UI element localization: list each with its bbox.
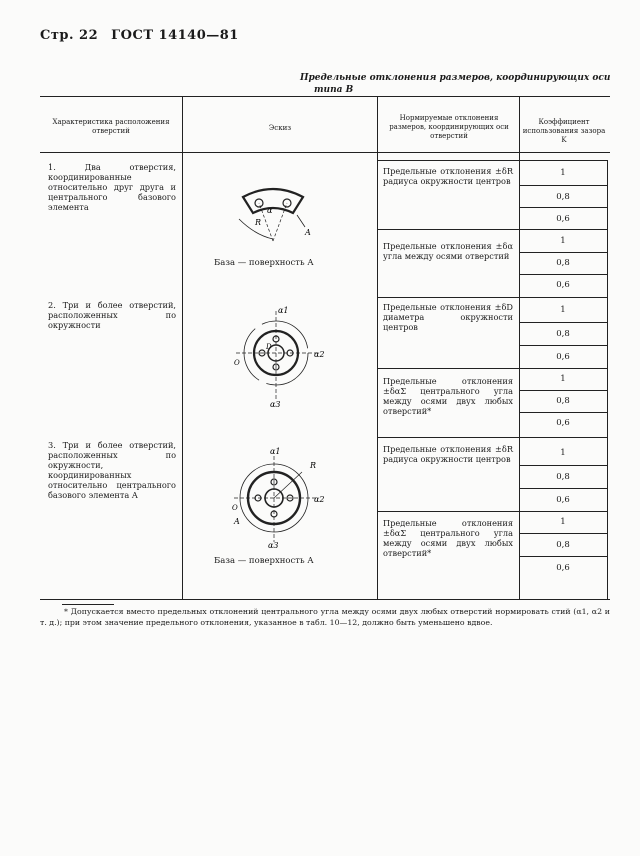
row3-description: 3. Три и более отверстий, расположенных по окружности, координированных относительно центрального базового элемента A [48,440,176,500]
sec-rule [377,368,607,369]
table-top-rule [40,96,610,97]
label-alpha1: α1 [278,306,289,315]
k-rule [519,390,607,391]
k-rule [519,274,607,275]
header-col2: Эскиз [268,124,292,132]
k-value: 0,6 [556,280,570,290]
leader-A [297,215,305,227]
page-number: Стр. 22 [40,28,99,43]
header-col1: Характеристика расположения отверстий [52,118,170,135]
k-rule [519,556,607,557]
k-value: 0,8 [556,329,570,339]
sec-rule [377,511,607,512]
row2-norm1: Предельные отклонения ±δD диаметра окружности центров [383,302,513,332]
label-A: A [305,228,311,237]
k-value: 0,6 [556,418,570,428]
k-value: 0,8 [556,192,570,202]
row1-caption: База — поверхность A [214,258,314,268]
footnote-rule [62,604,114,605]
k-value: 0,8 [556,472,570,482]
table-header-rule [40,152,610,153]
k-rule [519,533,607,534]
label-alpha2: α2 [314,495,325,504]
row1-description: 1. Два отверстия, координированные относительно друг друга и центрального базового элемента [48,162,176,212]
flange-sector [243,189,303,213]
sec-rule [377,160,607,161]
standard-code: ГОСТ 14140—81 [111,28,239,43]
k-value: 0,6 [556,563,570,573]
row3-caption: База — поверхность A [214,556,314,566]
row1-norm1: Предельные отклонения ±δR радиуса окружности центров [383,166,513,186]
label-O: O [234,359,240,367]
k-value: 0,8 [556,258,570,268]
k-value: 1 [560,517,566,527]
page-header [40,28,247,43]
k-rule [519,345,607,346]
k-value: 1 [560,305,566,315]
header-col3: Нормируемые отклонения размеров, координирующих оси отверстий [389,114,509,140]
k-value: 0,6 [556,214,570,224]
k-value: 0,8 [556,396,570,406]
row2-description: 2. Три и более отверстий, расположенных по окружности [48,300,176,330]
k-rule [519,252,607,253]
k-rule [519,488,607,489]
k-rule [519,465,607,466]
label-alpha2: α2 [314,350,325,359]
sec-rule [377,229,607,230]
k-value: 1 [560,448,566,458]
k-value: 0,6 [556,495,570,505]
label-D: D [266,343,272,351]
col-divider-2 [377,96,378,599]
k-value: 1 [560,168,566,178]
label-alpha1: α1 [270,447,281,456]
label-R: R [310,461,317,470]
k-rule [519,412,607,413]
k-value: 1 [560,374,566,384]
sketch-two-holes [225,175,335,255]
header-col4: Коэффициент использования зазора K [522,118,606,144]
label-alpha3: α3 [270,400,281,409]
label-alpha: α [267,206,273,215]
row3-norm2: Предельные отклонения ±δαΣ центрального угла между осями двух любых отверстий* [383,518,513,558]
label-alpha3: α3 [268,541,279,550]
col-divider-3 [519,96,520,599]
label-A: A [234,517,240,526]
k-rule [519,185,607,186]
sec-rule [377,437,607,438]
table-title-line2: типа В [314,85,354,95]
row1-norm2: Предельные отклонения ±δα угла между осями отверстий [383,241,513,261]
k-value: 0,6 [556,352,570,362]
sketch-circle-holes-base [226,444,336,554]
row2-norm2: Предельные отклонения ±δαΣ центрального угла между осями двух любых отверстий* [383,376,513,416]
label-R: R [255,218,262,227]
k-rule [519,207,607,208]
row3-norm1: Предельные отклонения ±δR радиуса окружности центров [383,444,513,464]
table-title [300,72,611,96]
footnote: * Допускается вместо предельных отклонений центрального угла между осями двух любых отверстий нормировать стий (α1, α2 и т. д.); при этом значение предельного отклонения, указанное в табл. 10—12, должно быть уменьшено вдвое. [40,607,610,627]
sketch-circle-holes [228,303,338,413]
k-right-border [607,160,608,599]
k-value: 1 [560,236,566,246]
table-bottom-rule [40,599,610,600]
table-title-line1: Предельные отклонения размеров, координирующих оси [300,73,611,83]
col-divider-1 [182,96,183,599]
k-rule [519,322,607,323]
sec-rule [377,297,607,298]
k-value: 0,8 [556,540,570,550]
label-O: O [232,504,238,512]
